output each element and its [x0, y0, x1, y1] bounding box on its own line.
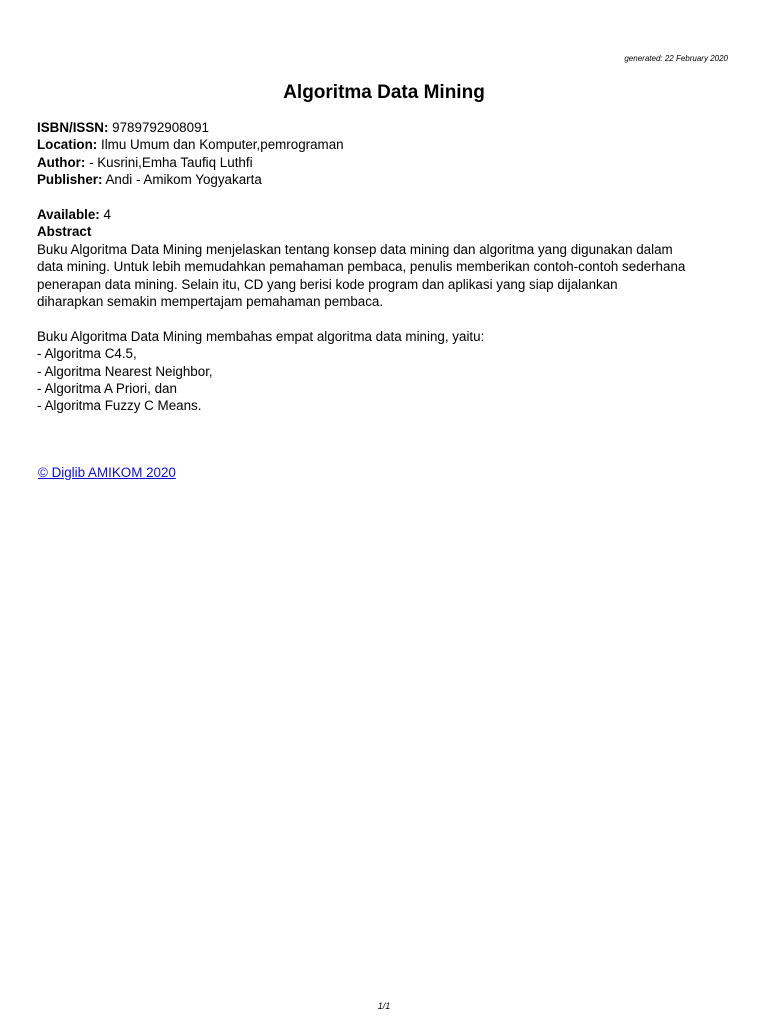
- page-number: 1/1: [377, 1001, 391, 1011]
- location-value: Ilmu Umum dan Komputer,pemrograman: [97, 137, 344, 153]
- generated-date: generated: 22 February 2020: [624, 54, 728, 63]
- list-item: - Algoritma Fuzzy C Means.: [37, 398, 202, 414]
- abstract-heading: Abstract: [37, 224, 92, 240]
- available-value: 4: [99, 207, 111, 223]
- abstract-line: Buku Algoritma Data Mining menjelaskan tentang konsep data mining dan algoritma yang digunakan dalam: [37, 241, 673, 257]
- location-row: [37, 136, 737, 153]
- available-row: [37, 206, 737, 223]
- publisher-value: Andi - Amikom Yogyakarta: [102, 172, 262, 188]
- isbn-label: ISBN/ISSN:: [37, 120, 109, 135]
- list-item: - Algoritma Nearest Neighbor,: [37, 363, 213, 379]
- abstract-paragraph: [37, 241, 737, 311]
- author-row: [37, 154, 737, 171]
- list-item: - Algoritma A Priori, dan: [37, 381, 177, 397]
- abstract-line: penerapan data mining. Selain itu, CD yang berisi kode program dan aplikasi yang siap dijalankan: [37, 276, 618, 292]
- publisher-row: [37, 171, 737, 188]
- list-item: - Algoritma C4.5,: [37, 346, 137, 362]
- isbn-value: 9789792908091: [108, 120, 209, 135]
- location-label: Location:: [37, 137, 98, 153]
- author-value: - Kusrini,Emha Taufiq Luthfi: [85, 154, 253, 170]
- copyright-link[interactable]: © Diglib AMIKOM 2020: [38, 465, 176, 480]
- publisher-label: Publisher:: [37, 172, 103, 188]
- abstract-line: diharapkan semakin mempertajam pemahaman pembaca.: [37, 294, 384, 310]
- page-title: Algoritma Data Mining: [283, 82, 485, 103]
- available-label: Available:: [37, 207, 100, 223]
- document-body: [37, 119, 737, 415]
- footer-link-wrap: [38, 464, 176, 481]
- isbn-row: [37, 119, 737, 136]
- list-intro: Buku Algoritma Data Mining membahas empat algoritma data mining, yaitu:: [37, 328, 485, 344]
- author-label: Author:: [37, 154, 86, 170]
- abstract-line: data mining. Untuk lebih memudahkan pemahaman pembaca, penulis memberikan contoh-contoh sederhana: [37, 259, 686, 275]
